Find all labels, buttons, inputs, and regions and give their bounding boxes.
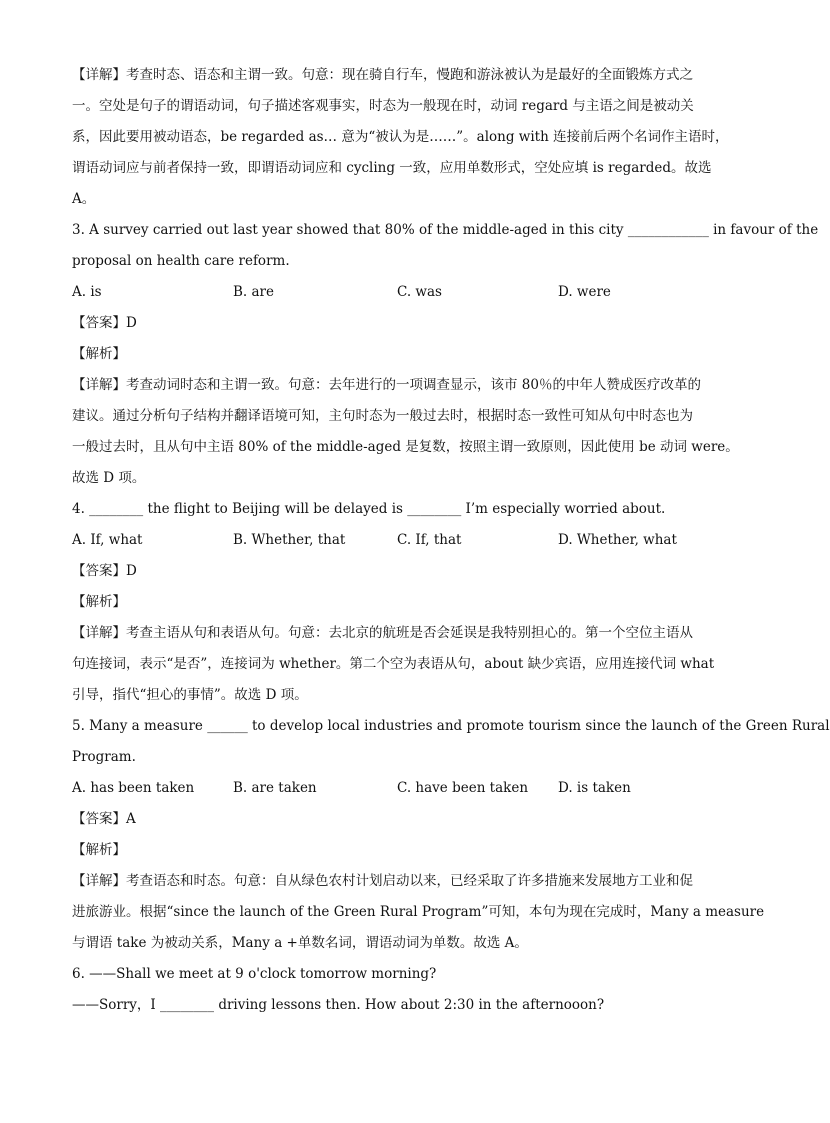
q6-stem-line: ——Sorry，I ________ driving lessons then. How about 2:30 in the afternooon? xyxy=(72,997,605,1013)
q2-detail-line: 谓语动词应与前者保持一致，即谓语动词应和 cycling 一致，应用单数形式，空处应填 is regarded。故选 xyxy=(72,160,712,176)
q2-detail-line: 系，因此要用被动语态，be regarded as… 意为“被认为是……”。along with 连接前后两个名词作主语时， xyxy=(72,129,729,145)
q4-detail-line: 引导，指代“担心的事情”。故选 D 项。 xyxy=(72,687,308,703)
q3-analysis-heading: 【解析】 xyxy=(72,346,126,362)
q6-stem-line: 6. ——Shall we meet at 9 o'clock tomorrow morning? xyxy=(72,966,437,982)
q2-detail-line: 一。空处是句子的谓语动词，句子描述客观事实，时态为一般现在时，动词 regard 与主语之间是被动关 xyxy=(72,98,694,114)
q4-stem-line: 4. ________ the flight to Beijing will be delayed is ________ I’m especially worried about. xyxy=(72,501,666,517)
q3-option-c: C. was xyxy=(397,284,442,300)
q5-detail-line: 进旅游业。根据“since the launch of the Green Rural Program”可知，本句为现在完成时，Many a measure xyxy=(72,904,765,920)
q3-answer: 【答案】D xyxy=(72,315,137,331)
q2-detail-line: A。 xyxy=(72,191,96,207)
q3-detail-line: 故选 D 项。 xyxy=(72,470,146,486)
q5-detail-line: 【详解】考查语态和时态。句意：自从绿色农村计划启动以来，已经采取了许多措施来发展地方工业和促 xyxy=(72,873,693,889)
q5-options xyxy=(72,773,722,804)
q3-detail-line: 建议。通过分析句子结构并翻译语境可知，主句时态为一般过去时，根据时态一致性可知从句中时态也为 xyxy=(72,408,693,424)
q3-detail-line: 一般过去时，且从句中主语 80% of the middle-aged 是复数，按照主谓一致原则，因此使用 be 动词 were。 xyxy=(72,439,739,455)
q3-option-b: B. are xyxy=(233,284,274,300)
q5-detail-line: 与谓语 take 为被动关系，Many a +单数名词，谓语动词为单数。故选 A。 xyxy=(72,935,528,951)
q4-answer: 【答案】D xyxy=(72,563,137,579)
q5-answer: 【答案】A xyxy=(72,811,136,827)
q4-option-a: A. If, what xyxy=(72,532,143,548)
q5-analysis-heading: 【解析】 xyxy=(72,842,126,858)
q3-option-d: D. were xyxy=(558,284,611,300)
q4-options xyxy=(72,525,722,556)
q3-detail-line: 【详解】考查动词时态和主谓一致。句意：去年进行的一项调查显示，该市 80％的中年人赞成医疗改革的 xyxy=(72,377,701,393)
q4-detail-line: 句连接词，表示“是否”，连接词为 whether。第二个空为表语从句，about 缺少宾语，应用连接代词 what xyxy=(72,656,715,672)
q4-option-c: C. If, that xyxy=(397,532,462,548)
q2-detail-line: 【详解】考查时态、语态和主谓一致。句意：现在骑自行车，慢跑和游泳被认为是最好的全面锻炼方式之 xyxy=(72,67,693,83)
q5-stem-line: Program. xyxy=(72,749,136,765)
q3-stem-line: proposal on health care reform. xyxy=(72,253,290,269)
q5-stem-line: 5. Many a measure ______ to develop local industries and promote tourism since the launch of the Green Rural xyxy=(72,718,830,734)
exam-answer-page xyxy=(72,60,830,1021)
q5-option-c: C. have been taken xyxy=(397,780,529,796)
q5-option-d: D. is taken xyxy=(558,780,631,796)
q5-option-a: A. has been taken xyxy=(72,780,195,796)
q3-stem-line: 3. A survey carried out last year showed that 80% of the middle-aged in this city ____________ in favour of the xyxy=(72,222,819,238)
q4-option-d: D. Whether, what xyxy=(558,532,677,548)
q5-option-b: B. are taken xyxy=(233,780,317,796)
q3-options xyxy=(72,277,722,308)
q4-detail-line: 【详解】考查主语从句和表语从句。句意：去北京的航班是否会延误是我特别担心的。第一个空位主语从 xyxy=(72,625,693,641)
q4-analysis-heading: 【解析】 xyxy=(72,594,126,610)
q3-option-a: A. is xyxy=(72,284,102,300)
q4-option-b: B. Whether, that xyxy=(233,532,346,548)
